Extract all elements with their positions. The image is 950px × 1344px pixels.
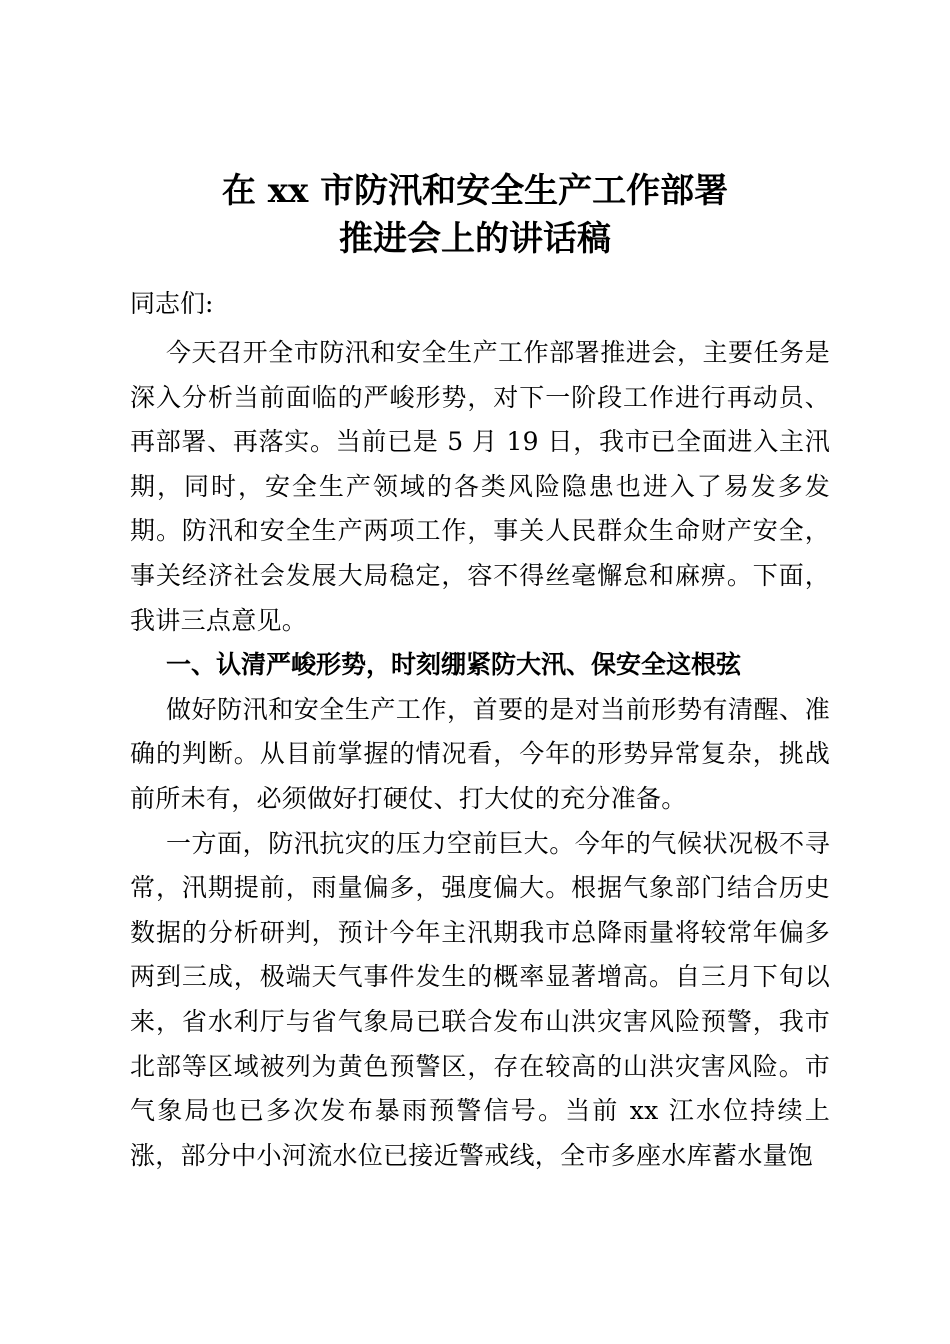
paragraph-intro: 今天召开全市防汛和安全生产工作部署推进会，主要任务是深入分析当前面临的严峻形势，对下一阶段工作进行再动员、再部署、再落实。当前已是 5 月 19 日，我市已全面进入主汛期，同时，安全生产领域的各类风险隐患也进入了易发多发期。防汛和安全生产两项工作，事关人民群众生命财产安全，事关经济社会发展大局稳定，容不得丝毫懈怠和麻痹。下面，我讲三点意见。 bbox=[130, 338, 830, 635]
paragraph-situation: 做好防汛和安全生产工作，首要的是对当前形势有清醒、准确的判断。从目前掌握的情况看，今年的形势异常复杂，挑战前所未有，必须做好打硬仗、打大仗的充分准备。 bbox=[130, 694, 830, 813]
document-body bbox=[130, 331, 830, 1178]
section-heading-1: 一、认清严峻形势，时刻绷紧防大汛、保安全这根弦 bbox=[166, 650, 742, 680]
document-title-line-1: 在 xx 市防汛和安全生产工作部署 bbox=[221, 171, 729, 211]
paragraph-flood-pressure: 一方面，防汛抗灾的压力空前巨大。今年的气候状况极不寻常，汛期提前，雨量偏多，强度偏大。根据气象部门结合历史数据的分析研判，预计今年主汛期我市总降雨量将较常年偏多两到三成，极端天气事件发生的概率显著增高。自三月下旬以来，省水利厅与省气象局已联合发布山洪灾害风险预警，我市北部等区域被列为黄色预警区，存在较高的山洪灾害风险。市气象局也已多次发布暴雨预警信号。当前 xx 江水位持续上涨，部分中小河流水位已接近警戒线，全市多座水库蓄水量饱 bbox=[130, 828, 830, 1170]
salutation: 同志们: bbox=[130, 289, 214, 318]
document-title-line-2: 推进会上的讲话稿 bbox=[339, 219, 611, 259]
